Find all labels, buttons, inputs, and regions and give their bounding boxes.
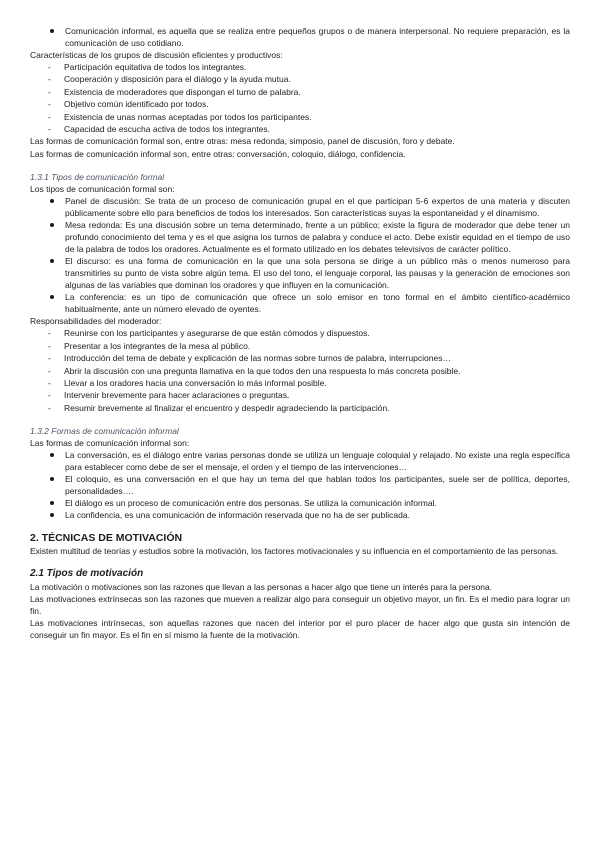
formal-types-list — [30, 195, 570, 315]
section-heading: 2. TÉCNICAS DE MOTIVACIÓN — [30, 532, 183, 545]
bullet-item: Panel de discusión: Se trata de un proceso de comunicación grupal en el que participan 5-6 expertos de una materia y discuten públicamente sobre ello para beneficios de todos los interesados. Son características suyas la espontaneidad y el dinamismo. — [30, 195, 570, 219]
section-heading: 2.1 Tipos de motivación — [30, 568, 144, 580]
bullet-item: La conversación, es el diálogo entre varias personas donde se utiliza un lenguaje coloquial y relajado. No existe una regla específica para establecer como debe de ser el mensaje, el orden y el tiempo de las intervenciones… — [30, 449, 570, 473]
characteristics-heading: Características de los grupos de discusión eficientes y productivos: — [30, 50, 283, 60]
bullet-item: La conferencia: es un tipo de comunicación que ofrece un solo emisor en tono formal en el ámbito científico-académico habitualmente, ante un número elevado de oyentes. — [30, 291, 570, 315]
bullet-item: El coloquio, es una conversación en el que hay un tema del que hablan todos los participantes, suele ser de política, deportes, personalidades…. — [30, 473, 570, 497]
section-paragraph: Las motivaciones intrínsecas, son aquellas razones que nacen del interior por el puro placer de hacer algo que gusta sin intención de conseguir un fin mayor. Es el fin en sí mismo la fuente de la motivación. — [30, 618, 570, 641]
dash-item: - Existencia de moderadores que dispongan el turno de palabra. — [30, 86, 570, 98]
dash-item: - Introducción del tema de debate y explicación de las normas sobre turnos de palabra, interrupciones… — [30, 352, 570, 364]
subsection-intro: Los tipos de comunicación formal son: — [30, 184, 175, 195]
dash-item: - Cooperación y disposición para el diálogo y la ayuda mutua. — [30, 73, 570, 85]
dash-item: - Reunirse con los participantes y asegurarse de que están cómodos y dispuestos. — [30, 327, 570, 339]
informal-forms-line: Las formas de comunicación informal son, entre otras: conversación, coloquio, diálogo, confidencia. — [30, 149, 406, 160]
section-paragraph: Las motivaciones extrínsecas son las razones que mueven a realizar algo para conseguir un objetivo mayor, un fin. Es el medio para lograr un fin. — [30, 594, 570, 617]
bullet-item: Comunicación informal, es aquella que se realiza entre pequeños grupos o de manera interpersonal. No requiere preparación, es la comunicación de uso cotidiano. — [30, 25, 570, 49]
dash-item: - Existencia de unas normas aceptadas por todos los participantes. — [30, 111, 570, 123]
dash-item: - Abrir la discusión con una pregunta llamativa en la que todos den una respuesta lo más concreta posible. — [30, 365, 570, 377]
dash-item: - Presentar a los integrantes de la mesa al público. — [30, 340, 570, 352]
informal-forms-list — [30, 449, 570, 521]
dash-item: - Objetivo común identificado por todos. — [30, 98, 570, 110]
subsection-title: 1.3.2 Formas de comunicación informal — [30, 426, 179, 437]
dash-item: - Llevar a los oradores hacia una conversación lo más informal posible. — [30, 377, 570, 389]
characteristics-list — [30, 61, 570, 135]
dash-item: - Participación equitativa de todos los integrantes. — [30, 61, 570, 73]
dash-item: - Capacidad de escucha activa de todos los integrantes. — [30, 123, 570, 135]
dash-item: - Resumir brevemente al finalizar el encuentro y despedir agradeciendo la participación. — [30, 402, 570, 414]
moderator-list — [30, 327, 570, 414]
section-paragraph: Existen multitud de teorías y estudios sobre la motivación, los factores motivacionales y su influencia en el comportamiento de las personas. — [30, 546, 559, 557]
subsection-title: 1.3.1 Tipos de comunicación formal — [30, 172, 165, 183]
subsection-intro: Las formas de comunicación informal son: — [30, 438, 190, 449]
bullet-item: El diálogo es un proceso de comunicación entre dos personas. Se utiliza la comunicación informal. — [30, 497, 570, 509]
intro-bullet-list — [30, 25, 570, 49]
bullet-item: La confidencia, es una comunicación de información reservada que no ha de ser publicada. — [30, 509, 570, 521]
moderator-heading: Responsabilidades del moderador: — [30, 316, 162, 327]
section-paragraph: La motivación o motivaciones son las razones que llevan a las personas a hacer algo que tiene un interés para la persona. — [30, 582, 493, 593]
bullet-item: El discurso: es una forma de comunicación en la que una sola persona se dirige a un público más o menos numeroso para transmitirles su punto de vista sobre algún tema. El uso del tono, el lenguaje corporal, las pausas y la generación de emociones son algunas de las variables que dominan los oradores y que influyen en la comunicación. — [30, 255, 570, 291]
bullet-item: Mesa redonda: Es una discusión sobre un tema determinado, frente a un público; existe la figura de moderador que debe tener un profundo conocimiento del tema y es el que asigna los turnos de palabra y conduce el acto. Debe existir equidad en el tiempo de uso de la palabra de todos los oradores. Actualmente es el formato utilizado en los debates televisivos de carácter político. — [30, 219, 570, 255]
dash-item: - Intervenir brevemente para hacer aclaraciones o preguntas. — [30, 389, 570, 401]
formal-forms-line: Las formas de comunicación formal son, entre otras: mesa redonda, simposio, panel de discusión, foro y debate. — [30, 136, 455, 147]
